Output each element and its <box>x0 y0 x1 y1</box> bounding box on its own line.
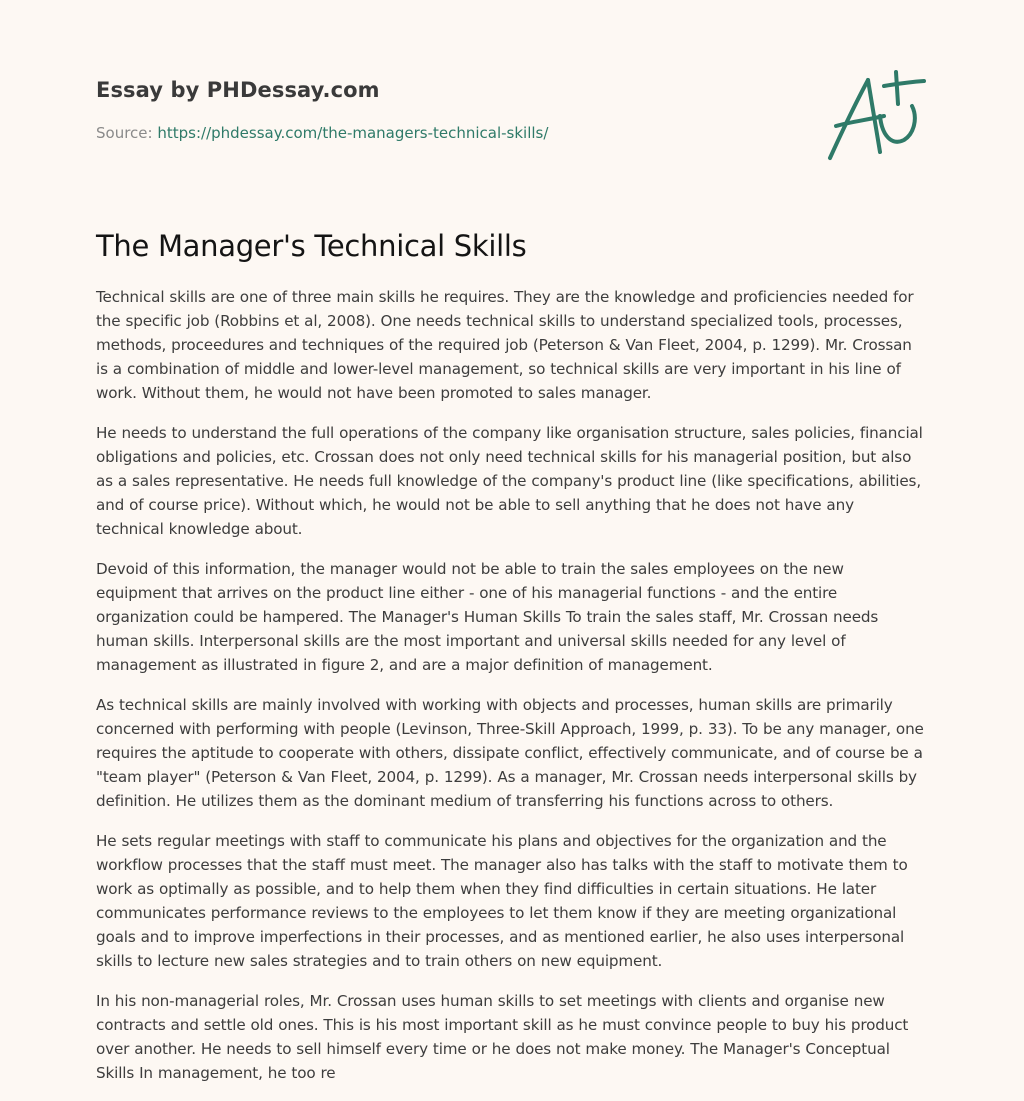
article-title: The Manager's Technical Skills <box>96 229 527 263</box>
essay-body <box>96 285 926 1101</box>
site-title: Essay by PHDessay.com <box>96 78 380 102</box>
essay-paragraph: He sets regular meetings with staff to communicate his plans and objectives for the organization and the workflow processes that the staff must meet. The manager also has talks with the staff to motivate them to work as optimally as possible, and to help them when they find difficulties in certain situations. He later communicates performance reviews to the employees to let them know if they are meeting organizational goals and to improve imperfections in their processes, and as mentioned earlier, he also uses interpersonal skills to lecture new sales strategies and to train others on new equipment. <box>96 832 908 970</box>
essay-paragraph: Devoid of this information, the manager would not be able to train the sales employees on the new equipment that arrives on the product line either - one of his managerial functions - and the entire organization could be hampered. The Manager's Human Skills To train the sales staff, Mr. Crossan needs human skills. Interpersonal skills are the most important and universal skills needed for any level of management as illustrated in figure 2, and are a major definition of management. <box>96 560 879 674</box>
essay-paragraph: In his non-managerial roles, Mr. Crossan uses human skills to set meetings with clients and organise new contracts and settle old ones. This is his most important skill as he must convince people to buy his product over another. He needs to sell himself every time or he does not make money. The Manager's Conceptual Skills In management, he too re <box>96 992 909 1082</box>
source-link[interactable]: https://phdessay.com/the-managers-technical-skills/ <box>157 124 549 142</box>
a-plus-logo-svg <box>822 66 932 166</box>
essay-paragraph: He needs to understand the full operations of the company like organisation structure, sales policies, financial obligations and policies, etc. Crossan does not only need technical skills for his managerial position, but also as a sales representative. He needs full knowledge of the company's product line (like specifications, abilities, and of course price). Without which, he would not be able to sell anything that he does not have any technical knowledge about. <box>96 424 923 538</box>
a-plus-logo-icon <box>822 66 932 166</box>
essay-paragraph: As technical skills are mainly involved with working with objects and processes, human skills are primarily concerned with performing with people (Levinson, Three-Skill Approach, 1999, p. 33). To be any manager, one requires the aptitude to cooperate with others, dissipate conflict, effectively communicate, and of course be a "team player" (Peterson & Van Fleet, 2004, p. 1299). As a manager, Mr. Crossan needs interpersonal skills by definition. He utilizes them as the dominant medium of transferring his functions across to others. <box>96 696 924 810</box>
source-line <box>96 123 796 143</box>
source-label: Source: <box>96 124 153 142</box>
essay-paragraph: Technical skills are one of three main skills he requires. They are the knowledge and proficiencies needed for the specific job (Robbins et al, 2008). One needs technical skills to understand specialized tools, processes, methods, proceedures and techniques of the required job (Peterson & Van Fleet, 2004, p. 1299). Mr. Crossan is a combination of middle and lower-level management, so technical skills are very important in his line of work. Without them, he would not have been promoted to sales manager. <box>96 288 914 402</box>
page-header <box>96 76 796 143</box>
